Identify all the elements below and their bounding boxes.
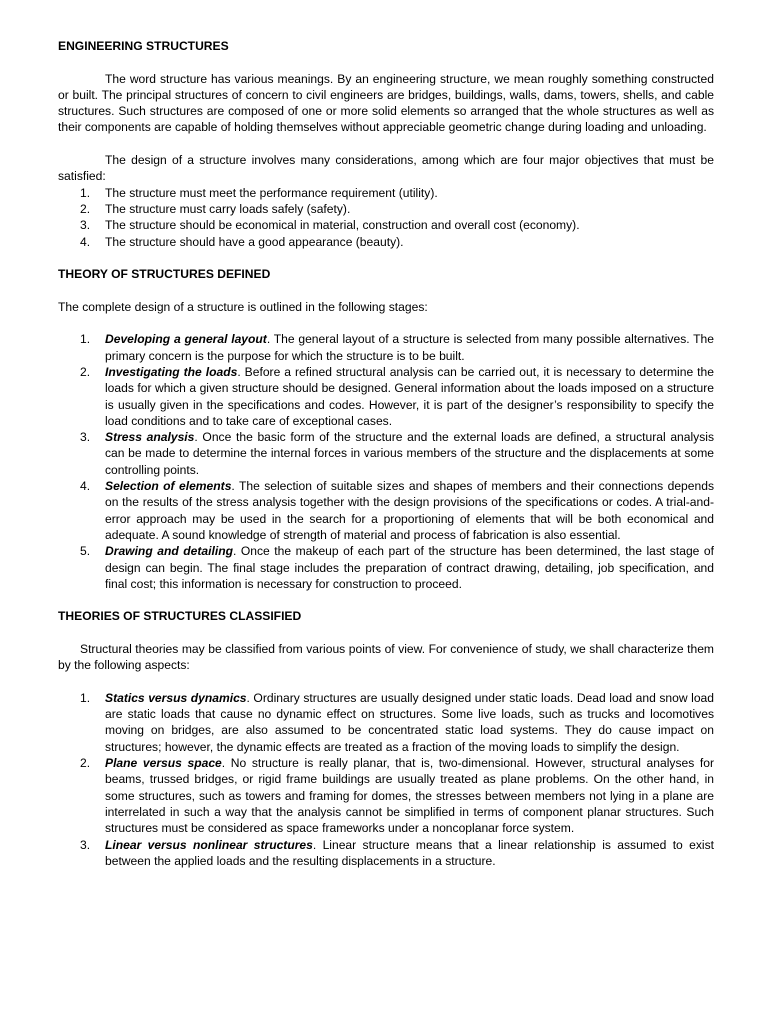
- list-item-term: Selection of elements: [105, 479, 232, 494]
- list-number: 4.: [80, 234, 91, 249]
- section-heading-theory-defined: THEORY OF STRUCTURES DEFINED: [58, 267, 271, 282]
- list-number: 2.: [80, 364, 91, 379]
- list-item: [58, 364, 714, 429]
- list-item: [58, 543, 714, 592]
- list-item-term: Plane versus space: [105, 756, 222, 771]
- list-item-text: The structure should have a good appearance (beauty).: [105, 234, 404, 249]
- list-number: 3.: [80, 430, 91, 445]
- list-item-text: The structure should be economical in material, construction and overall cost (economy).: [105, 218, 580, 233]
- list-number: 3.: [80, 837, 91, 852]
- design-stages-list: [58, 331, 714, 592]
- list-item: [58, 478, 714, 543]
- list-item-text: . Before a refined structural analysis can be carried out, it is necessary to determine the loads for which a given structure should be designed. General information about the loads imposed on a structure is usually given in the specifications and codes. However, it is part of the designer’s responsibility to specify the load conditions and to take care of exceptional cases.: [105, 364, 714, 428]
- paragraph-design-objectives-intro: The design of a structure involves many considerations, among which are four major objectives that must be satisfied:: [58, 153, 714, 184]
- paragraph-classification-intro: Structural theories may be classified from various points of view. For convenience of study, we shall characterize them by the following aspects:: [58, 641, 714, 673]
- list-item: [58, 690, 714, 755]
- list-number: 5.: [80, 544, 91, 559]
- list-number: 2.: [80, 201, 91, 216]
- list-item-term: Statics versus dynamics: [105, 690, 247, 705]
- list-item-term: Developing a general layout: [105, 332, 267, 347]
- list-item-text: . Linear structure means that a linear relationship is assumed to exist between the applied loads and the resulting displacements in a structure.: [105, 837, 714, 868]
- paragraph-design-stages-intro: The complete design of a structure is outlined in the following stages:: [58, 299, 428, 314]
- list-item-term: Investigating the loads: [105, 364, 238, 379]
- classification-aspects-list: [58, 690, 714, 869]
- list-item-text: The structure must meet the performance requirement (utility).: [105, 185, 438, 200]
- document-page: [58, 38, 714, 869]
- list-item: [58, 331, 714, 364]
- list-number: 4.: [80, 479, 91, 494]
- list-item: [58, 201, 714, 217]
- paragraph-structure-meaning: The word structure has various meanings. By an engineering structure, we mean roughly something constructed or built. The principal structures of concern to civil engineers are bridges, buildings, walls, dams, towers, shells, and cable structures. Such structures are composed of one or more solid elements so arranged that the whole structures as well as their components are capable of holding themselves without appreciable geometric change during loading and unloading.: [58, 71, 714, 135]
- list-item-text: . No structure is really planar, that is, two-dimensional. However, structural analyses for beams, trussed bridges, or rigid frame buildings are usually treated as plane problems. On the other hand, in some structures, such as towers and framing for domes, the stresses between members not lying in a plane are interrelated in such a way that the analysis cannot be simplified in terms of component planar structures. Such structures must be considered as space frameworks under a noncoplanar force system.: [105, 756, 714, 836]
- list-item-text: . Once the basic form of the structure and the external loads are defined, a structural analysis can be made to determine the internal forces in various members of the structure and the displacements at some controlling points.: [105, 430, 715, 477]
- objectives-list: [58, 185, 714, 250]
- section-heading-theories-classified: THEORIES OF STRUCTURES CLASSIFIED: [58, 609, 302, 624]
- list-item-term: Stress analysis: [105, 430, 195, 445]
- list-item-text: . The general layout of a structure is selected from many possible alternatives. The primary concern is the purpose for which the structure is to be built.: [105, 332, 714, 363]
- section-heading-engineering-structures: ENGINEERING STRUCTURES: [58, 39, 229, 53]
- list-item: [58, 185, 714, 201]
- list-item-text: . Once the makeup of each part of the structure has been determined, the last stage of design can begin. The final stage includes the preparation of contract drawing, detailing, job specification, and final cost; this information is necessary for construction to proceed.: [105, 544, 714, 591]
- list-item: [58, 234, 714, 250]
- list-item: [58, 755, 714, 836]
- list-number: 1.: [80, 185, 91, 200]
- list-number: 1.: [80, 690, 91, 705]
- list-number: 3.: [80, 218, 91, 233]
- list-number: 2.: [80, 756, 91, 771]
- list-number: 1.: [80, 332, 91, 347]
- list-item-text: The structure must carry loads safely (safety).: [105, 201, 351, 216]
- list-item-text: . The selection of suitable sizes and shapes of members and their connections depends on the results of the stress analysis together with the design provisions of the specifications or codes. A trial-and-error approach may be used in the search for a proportioning of elements that will be both economical and adequate. A sound knowledge of strength of material and process of fabrication is also essential.: [105, 479, 714, 542]
- list-item: [58, 429, 714, 478]
- list-item-term: Linear versus nonlinear structures: [105, 837, 313, 852]
- list-item: [58, 217, 714, 233]
- list-item: [58, 837, 714, 870]
- list-item-text: . Ordinary structures are usually designed under static loads. Dead load and snow load are static loads that cause no dynamic effect on structures. Some live loads, such as trucks and locomotives moving on bridges, are also assumed to be concentrated static load systems. They do cause impact on structures; however, the dynamic effects are treated as a fraction of the moving loads to simplify the design.: [105, 690, 715, 754]
- list-item-term: Drawing and detailing: [105, 544, 233, 559]
